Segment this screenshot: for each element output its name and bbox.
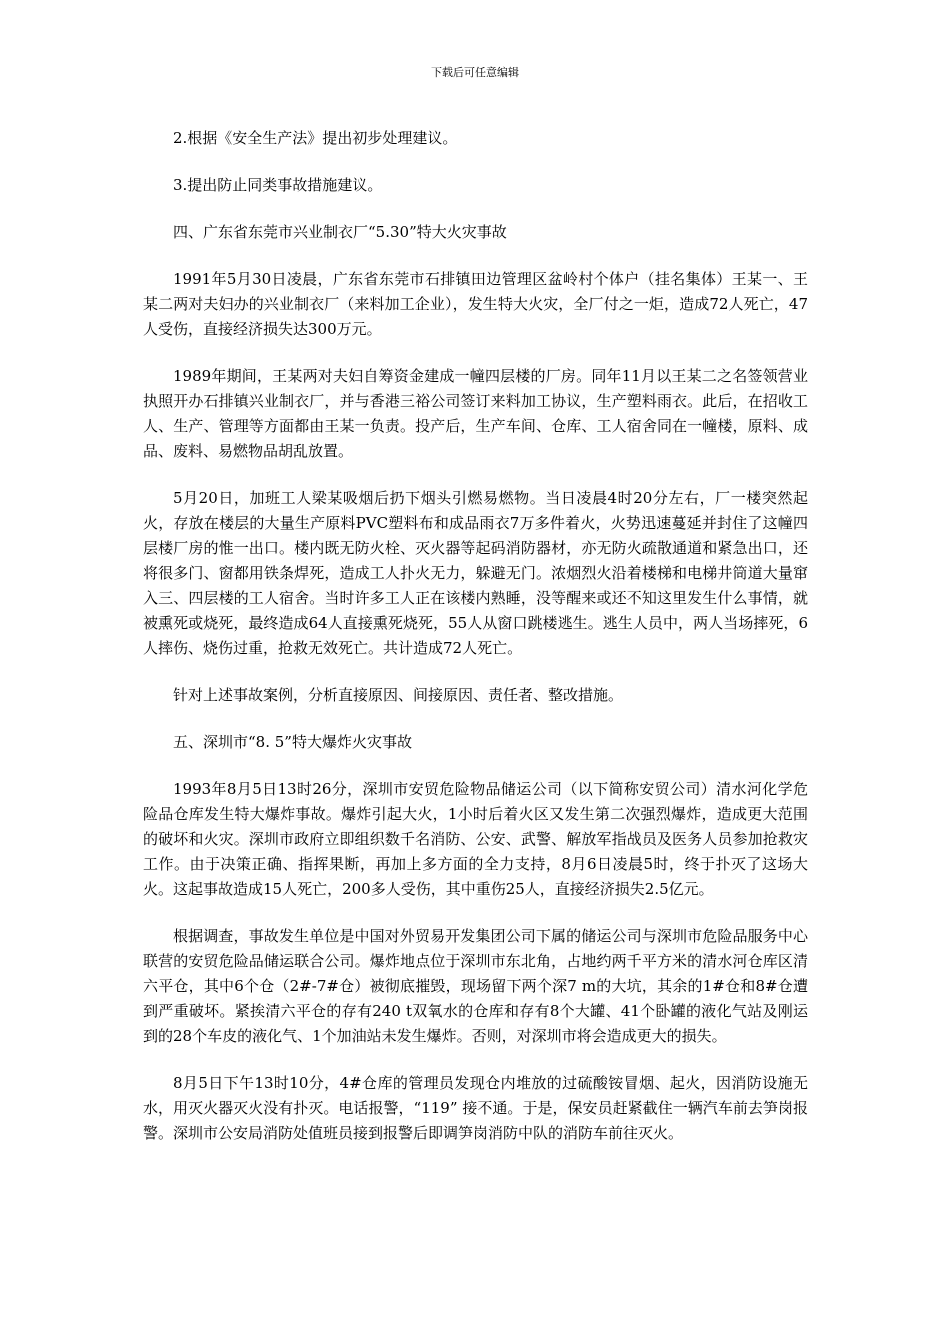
page-header-note: 下载后可任意编辑 bbox=[431, 66, 519, 79]
paragraph-case4-task: 针对上述事故案例，分析直接原因、间接原因、责任者、整改措施。 bbox=[173, 686, 624, 704]
paragraph-case5-timeline: 8月5日下午13时10分，4#仓库的管理员发现仓内堆放的过硫酸铵冒烟、起火，因消防设施无水，用灭火器灭火没有扑灭。电话报警，“119” 接不通。于是，保安员赶紧截住一辆汽车前去笋岗报警。深圳市公安局消防处值班员接到报警后即调笋岗消防中队的消防车前往灭火。 bbox=[143, 1074, 808, 1142]
paragraph-case4-background: 1989年期间，王某两对夫妇自筹资金建成一幢四层楼的厂房。同年11月以王某二之名签领营业执照开办石排镇兴业制衣厂，并与香港三裕公司签订来料加工协议，生产塑料雨衣。此后，在招收工人、生产、管理等方面都由王某一负责。投产后，生产车间、仓库、工人宿舍同在一幢楼，原料、成品、废料、易燃物品胡乱放置。 bbox=[143, 367, 808, 460]
paragraph-case5-investigation: 根据调查，事故发生单位是中国对外贸易开发集团公司下属的储运公司与深圳市危险品服务中心联营的安贸危险品储运联合公司。爆炸地点位于深圳市东北角，占地约两千平方米的清水河仓库区清六平仓，其中6个仓（2#-7#仓）被彻底摧毁，现场留下两个深7 m的大坑，其余的1#仓和8#仓遭到严重破坏。紧挨清六平仓的存有240 t双氧水的仓库和存有8个大罐、41个卧罐的液化气站及刚运到的28个车皮的液化气、1个加油站未发生爆炸。否则，对深圳市将会造成更大的损失。 bbox=[143, 927, 808, 1045]
paragraph-case5-summary: 1993年8月5日13时26分，深圳市安贸危险物品储运公司（以下简称安贸公司）清水河化学危险品仓库发生特大爆炸事故。爆炸引起大火，1小时后着火区又发生第二次强烈爆炸，造成更大范围的破坏和火灾。深圳市政府立即组织数千名消防、公安、武警、解放军指战员及医务人员参加抢救灾工作。由于决策正确、指挥果断，再加上多方面的全力支持，8月6日凌晨5时，终于扑灭了这场大火。这起事故造成15人死亡，200多人受伤，其中重伤25人，直接经济损失2.5亿元。 bbox=[143, 780, 808, 898]
document-body bbox=[143, 126, 808, 1146]
paragraph-case4-summary: 1991年5月30日凌晨，广东省东莞市石排镇田边管理区盆岭村个体户（挂名集体）王某一、王某二两对夫妇办的兴业制衣厂（来料加工企业），发生特大火灾，全厂付之一炬，造成72人死亡，47人受伤，直接经济损失达300万元。 bbox=[143, 270, 808, 338]
paragraph-case4-incident: 5月20日，加班工人梁某吸烟后扔下烟头引燃易燃物。当日凌晨4时20分左右，厂一楼突然起火，存放在楼层的大量生产原料PVC塑料布和成品雨衣7万多件着火，火势迅速蔓延并封住了这幢四层楼厂房的惟一出口。楼内既无防火栓、灭火器等起码消防器材，亦无防火疏散通道和紧急出口，还将很多门、窗都用铁条焊死，造成工人扑火无力，躲避无门。浓烟烈火沿着楼梯和电梯井筒道大量窜入三、四层楼的工人宿舍。当时许多工人正在该楼内熟睡，没等醒来或还不知这里发生什么事情，就被熏死或烧死，最终造成64人直接熏死烧死，55人从窗口跳楼逃生。逃生人员中，两人当场摔死，6人摔伤、烧伤过重，抢救无效死亡。共计造成72人死亡。 bbox=[143, 489, 808, 657]
section-heading-5: 五、深圳市“8. 5”特大爆炸火灾事故 bbox=[173, 733, 412, 751]
paragraph-item-3: 3.提出防止同类事故措施建议。 bbox=[173, 176, 383, 194]
section-heading-4: 四、广东省东莞市兴业制衣厂“5.30”特大火灾事故 bbox=[173, 223, 507, 241]
paragraph-item-2: 2.根据《安全生产法》提出初步处理建议。 bbox=[173, 129, 458, 147]
